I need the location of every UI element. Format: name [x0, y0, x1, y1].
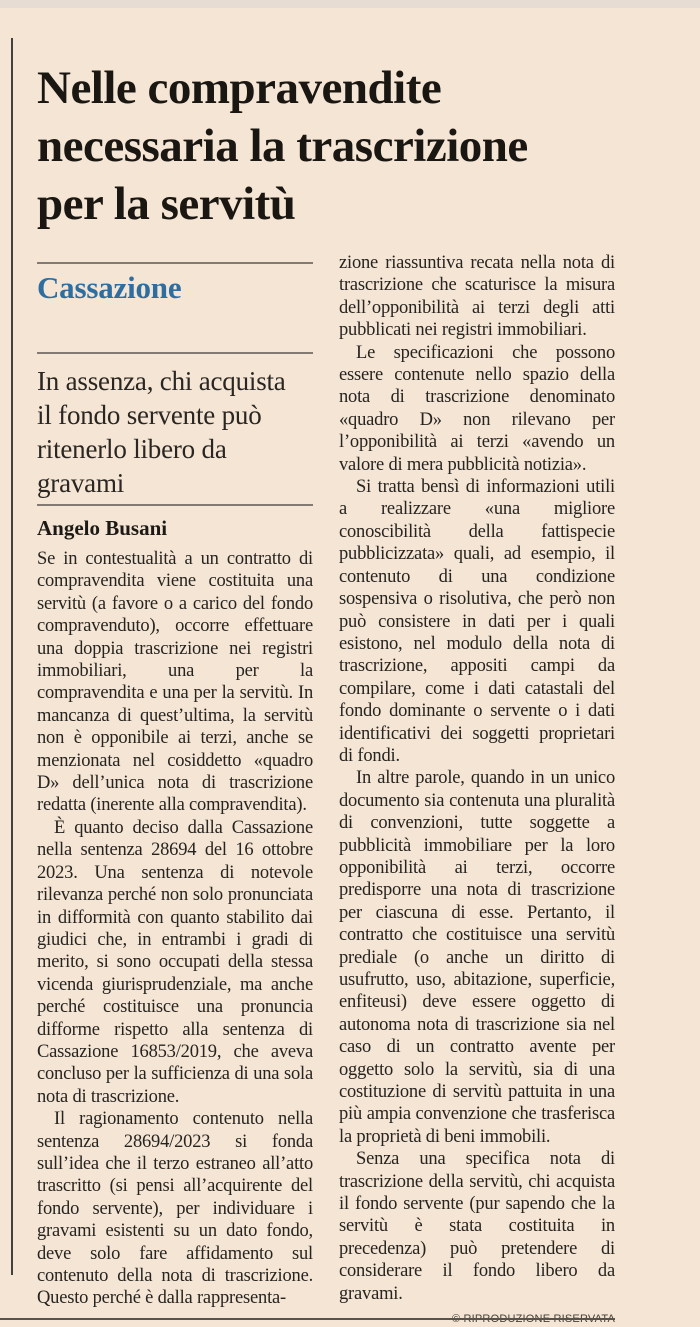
standfirst	[37, 364, 313, 500]
section-kicker: Cassazione	[37, 270, 182, 305]
paragraph: Il ragionamento contenuto nella sentenza 28694/2023 si fonda sull’idea che il terzo estraneo all’atto trascritto (si pensi all’acquirente del fondo servente), per individuare i gravami esistenti su un dato fondo, deve solo fare affidamento sul contenuto della nota di trascrizione. Questo perché è dalla rappresenta-	[37, 1109, 313, 1309]
paragraph: Le specificazioni che possono essere contenute nello spazio della nota di trascrizione denominato «quadro D» non rilevano per l’opponibilità ai terzi «avendo un valore di mera pubblicità notizia».	[339, 342, 615, 475]
standfirst-bottom-rule	[37, 504, 313, 506]
standfirst-line-1: In assenza, chi acquista	[37, 366, 286, 396]
paragraph: Senza una specifica nota di trascrizione della servitù, chi acquista il fondo servente (pur sapendo che la servitù è stata costituita in precedenza) può pretendere di considerare il fondo libero da gravami.	[339, 1149, 615, 1304]
author-byline: Angelo Busani	[37, 516, 168, 540]
standfirst-top-rule	[37, 352, 313, 354]
headline-line-3: per la servitù	[37, 178, 296, 231]
headline-line-1: Nelle compravendite	[37, 62, 442, 115]
kicker-top-rule	[37, 262, 313, 264]
paragraph: Se in contestualità a un contratto di compravendita viene costituita una servitù (a favore o a carico del fondo compravenduto), occorre effettuare una doppia trascrizione nei registri immobiliari, una per la compravendita e una per la servitù. In mancanza di quest’ultima, la servitù non è opponibile ai terzi, anche se menzionata nel cosiddetto «quadro D» dell’unica nota di trascrizione redatta (inerente alla compravendita).	[37, 549, 313, 816]
headline-line-2: necessaria la trascrizione	[37, 120, 528, 173]
article-headline	[37, 59, 627, 233]
paragraph: Si tratta bensì di informazioni utili a realizzare «una migliore conoscibilità della fattispecie pubblicizzata» quali, ad esempio, il contenuto di una condizione sospensiva o risolutiva, che però non può consistere in dati per i quali esistono, nel modulo della nota di trascrizione, appositi campi da compilare, come i dati catastali del fondo dominante o servente o i dati identificativi dei soggetti proprietari di fondi.	[339, 477, 615, 766]
right-column	[339, 250, 615, 1325]
article-bottom-rule	[0, 1318, 615, 1320]
column-divider-rule	[11, 38, 13, 1275]
paragraph: È quanto deciso dalla Cassazione nella sentenza 28694 del 16 ottobre 2023. Una sentenza di notevole rilevanza perché non solo pronunciata in difformità con quanto stabilito dai giudici che, in entrambi i gradi di merito, si sono occupati della stessa vicenda giurisprudenziale, ma anche perché costituisce una pronuncia difforme rispetto alla sentenza di Cassazione 16853/2019, che aveva concluso per la sufficienza di una sola nota di trascrizione.	[37, 817, 313, 1107]
page-top-strip	[0, 0, 700, 8]
standfirst-line-2: il fondo servente può	[37, 400, 262, 430]
paragraph: In altre parole, quando in un unico documento sia contenuta una pluralità di convenzioni, tutte soggette a pubblicità immobiliare per la loro opponibilità ai terzi, occorre predisporre una nota di trascrizione per ciascuna di esse. Pertanto, il contratto che costituisce una servitù prediale (o anche un diritto di usufrutto, uso, abitazione, superficie, enfiteusi) deve essere oggetto di autonoma nota di trascrizione sia nel caso di un contratto avente per oggetto solo la servitù, sia di una costituzione di servitù pattuita in una più ampia convenzione che trasferisca la proprietà di beni immobili.	[339, 768, 615, 1147]
left-column	[37, 250, 313, 1325]
article-body	[37, 250, 615, 1325]
paragraph: zione riassuntiva recata nella nota di trascrizione che scaturisce la misura dell’opponibilità ai terzi degli atti pubblicati nei registri immobiliari.	[339, 253, 615, 341]
standfirst-line-3: ritenerlo libero da gravami	[37, 434, 227, 498]
